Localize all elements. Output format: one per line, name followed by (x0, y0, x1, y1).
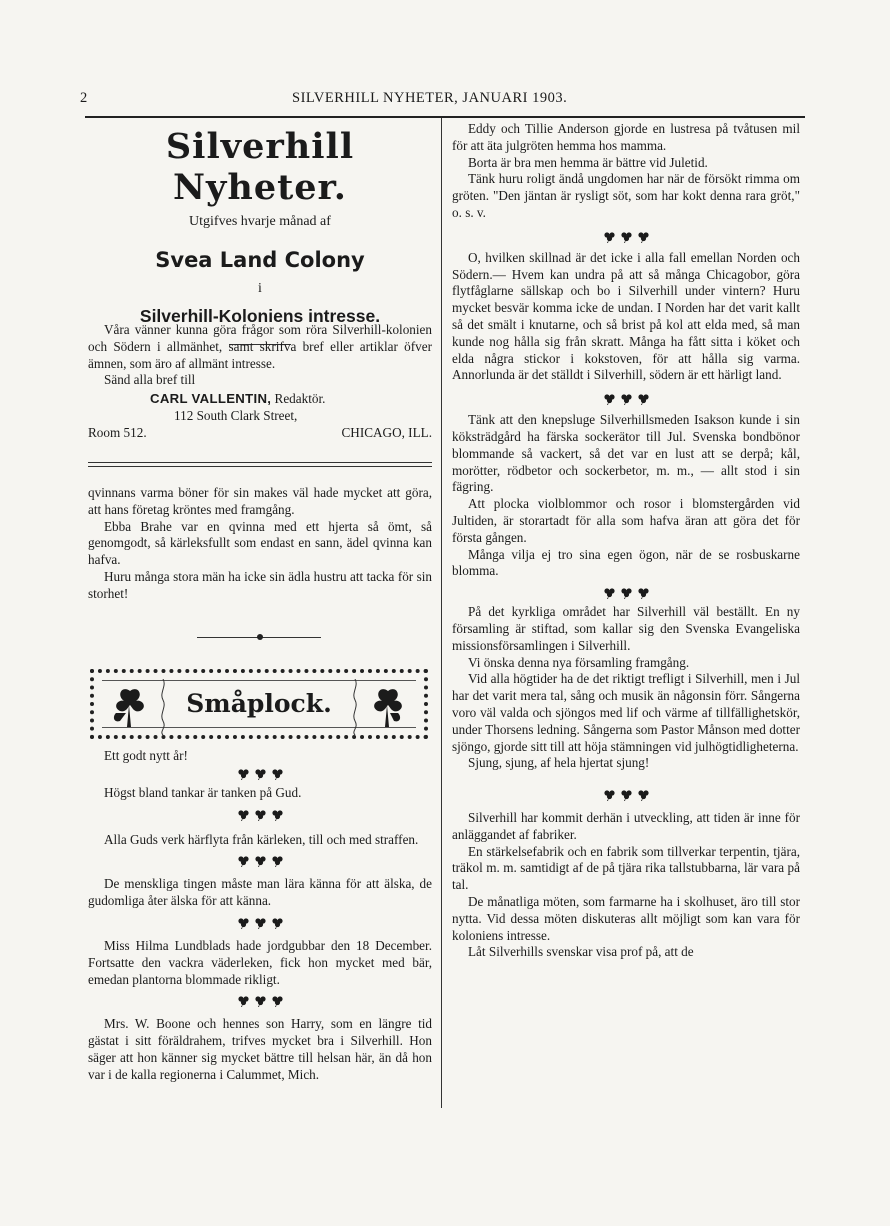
news-paragraph: Tänk huru roligt ändå ungdomen har när de försökt rimma om gröten. "Den jäntan är rysligt söt, som har kokt denna rara gröt," o. s. v. (452, 171, 800, 220)
smaplock-greeting: Ett godt nytt år! (104, 748, 188, 763)
smaplock-item: De menskliga tingen måste man lära känna för att älska, de gudomliga åter älska för att känna. (88, 876, 432, 909)
running-header (80, 90, 800, 112)
trefoil-icon (620, 393, 633, 405)
page-number: 2 (80, 90, 88, 106)
trefoil-icon (603, 587, 616, 599)
trefoil-icon (637, 393, 650, 405)
editor-line (88, 391, 432, 408)
notice-bottom-rule-2 (88, 466, 432, 467)
masthead-preposition: i (258, 281, 262, 296)
trefoil-divider (88, 806, 432, 826)
news-paragraph: Vid alla högtider ha de det riktigt trefligt i Silverhill, men i Jul har det varit mera tal, sång och musik än någonsin förr. Sångerna voro väl valda och sjöngos med lif och värme af tillfällighetskör, under Thorsens ledning. Sångerna som Pastor Månson med dotter sjöngo, gjorde sitt till att höja stämningen vid julhögtidligheterna. (452, 671, 800, 754)
clover-flower-icon (366, 683, 410, 731)
news-paragraph: Tänk att den knepsluge Silverhillsmeden Isakson kunde i sin köksträdgård ha färska sockerätor till Jul. Svenska bondbönor blommande så vackert, så det var en lust att se derpå; kål, morötter, rödbetor och sockerbetor, m. m., — allt stod i sin fägring. (452, 412, 800, 495)
smaplock-section (88, 748, 432, 1084)
trefoil-icon (237, 917, 250, 929)
address-row (88, 425, 432, 442)
trefoil-icon (271, 995, 284, 1007)
trefoil-icon (603, 231, 616, 243)
trefoil-icon (254, 855, 267, 867)
news-paragraph: O, hvilken skillnad är det icke i alla fall emellan Norden och Södern.— Hvem kan undra på att så många Chicagobor, göra flytfåglarne sällskap och bo i Silverhill under vintern? Huru mycket besvär komma icke de undan. I Norden har det varit kallt så det smält i knutarne, och så brist på kol att elda med, så man kunde nog hålla sig från skratt. Många ha fått sitta i köket och elda några stickor i kokstoven, för att hålla sig varma. Annorlunda är det ställdt i Silverhill, södern är ett härligt land. (452, 249, 800, 383)
running-title: SILVERHILL NYHETER, JANUARI 1903. (292, 90, 568, 106)
news-paragraph: Sjung, sjung, af hela hjertat sjung! (468, 755, 650, 771)
news-paragraph: På det kyrkliga området har Silverhill väl beställt. En ny församling är stiftad, som kallar sig den Svenska Evangeliska missionsförsamlingen i Silverhill. (452, 604, 800, 653)
right-wave-divider (350, 679, 360, 735)
room-number: Room 512. (88, 424, 147, 440)
trefoil-divider (88, 852, 432, 872)
masthead (88, 122, 432, 345)
trefoil-icon (620, 231, 633, 243)
news-paragraph: Många vilja ej tro sina egen ögon, när de se rosbuskarne blomma. (452, 546, 800, 579)
news-paragraph: Att plocka violblommor och rosor i blomstergården vid Jultiden, är storartadt för alla som hafva äran att göra det för första gången. (452, 496, 800, 545)
article-paragraph: Ebba Brahe var en qvinna med ett hjerta så ömt, så genomgodt, så kärleksfullt som endast en sann, ädel qvinna kan hafva. (88, 518, 432, 568)
editor-title: Redaktör. (271, 391, 326, 407)
interest-line: Silverhill-Koloniens intresse. (139, 306, 381, 326)
news-paragraph: Silverhill har kommit derhän i utveckling, att tiden är inne för anläggandet af fabriker. (452, 810, 800, 842)
trefoil-divider (88, 765, 432, 785)
news-paragraph: Eddy och Tillie Anderson gjorde en lustresa på tvåtusen mil för att äta julgröten hemma hos mamma. (452, 121, 800, 153)
news-paragraph: De månatliga möten, som farmarne ha i skolhuset, äro till stor nytta. Vid dessa möten diskuteras allt möjligt som kan vara för koloniens intresse. (452, 894, 800, 943)
city: CHICAGO, ILL. (341, 424, 432, 440)
editor-name: CARL VALLENTIN, (150, 391, 272, 407)
trefoil-icon (620, 587, 633, 599)
left-article (88, 485, 432, 603)
trefoil-icon (603, 393, 616, 405)
news-paragraph: Borta är bra men hemma är bättre vid Juletid. (468, 154, 708, 170)
trefoil-icon (637, 789, 650, 801)
trefoil-icon (603, 789, 616, 801)
smaplock-item: Miss Hilma Lundblads hade jordgubbar den 18 December. Fortsatte den vackra väderleken, fick hon mycket med bär, emedan plantorna blommade rikligt. (88, 937, 432, 987)
trefoil-icon (271, 917, 284, 929)
trefoil-divider (88, 914, 432, 934)
trefoil-icon (254, 768, 267, 780)
editor-street: 112 South Clark Street, (174, 407, 298, 423)
trefoil-icon (237, 995, 250, 1007)
section-ornament-dot (257, 634, 263, 640)
trefoil-icon (254, 995, 267, 1007)
news-paragraph: En stärkelsefabrik och en fabrik som tillverkar terpentin, tjära, träkol m. m. samtidigt af de på tjära rika tallstubbarna, lär vara på tal. (452, 843, 800, 893)
smaplock-banner (90, 669, 428, 739)
trefoil-divider (88, 992, 432, 1012)
trefoil-divider (452, 390, 800, 410)
trefoil-divider (452, 228, 800, 248)
trefoil-icon (271, 855, 284, 867)
smaplock-item: Högst bland tankar är tanken på Gud. (104, 784, 302, 800)
newspaper-title: Silverhill Nyheter. (165, 126, 355, 208)
trefoil-icon (271, 809, 284, 821)
trefoil-icon (237, 809, 250, 821)
trefoil-icon (254, 917, 267, 929)
smaplock-item: Mrs. W. Boone och hennes son Harry, som en längre tid gästat i sitt föräldrahem, trifves mycket bra i Silverhill. Hon säger att hon känner sig mycket bättre till helsan här, än då hon var i de kalla regionerna i Calummet, Mich. (88, 1016, 432, 1082)
trefoil-icon (637, 587, 650, 599)
trefoil-icon (637, 231, 650, 243)
smaplock-item: Alla Guds verk härflyta från kärleken, till och med straffen. (104, 831, 419, 847)
published-by-line: Utgifves hvarje månad af (189, 214, 331, 229)
right-column (452, 121, 800, 961)
trefoil-icon (271, 768, 284, 780)
trefoil-icon (254, 809, 267, 821)
notice-send-to: Sänd alla bref till (104, 372, 196, 388)
article-paragraph: qvinnans varma böner för sin makes väl hade mycket att göra, att hans företag kröntes med framgång. (88, 485, 432, 517)
trefoil-divider (452, 786, 800, 806)
header-rule (85, 116, 805, 118)
column-divider (441, 118, 442, 1108)
trefoil-divider (452, 584, 800, 604)
trefoil-icon (237, 855, 250, 867)
trefoil-icon (237, 768, 250, 780)
colony-name: Svea Land Colony (155, 248, 365, 272)
news-paragraph: Låt Silverhills svenskar visa prof på, att de (468, 944, 694, 960)
notice-bottom-rule (88, 462, 432, 463)
notice-body: Våra vänner kunna göra frågor som röra Silverhill-kolonien och Södern i allmänhet, samt skrifva bref eller artiklar öfver ämnen, som äro af allmänt intresse. (88, 322, 432, 371)
banner-title: Småplock. (186, 689, 332, 718)
trefoil-icon (620, 789, 633, 801)
article-paragraph: Huru många stora män ha icke sin ädla hustru att tacka för sin storhet! (88, 568, 432, 601)
editorial-notice (88, 322, 432, 442)
news-paragraph: Vi önska denna nya församling framgång. (468, 654, 690, 670)
